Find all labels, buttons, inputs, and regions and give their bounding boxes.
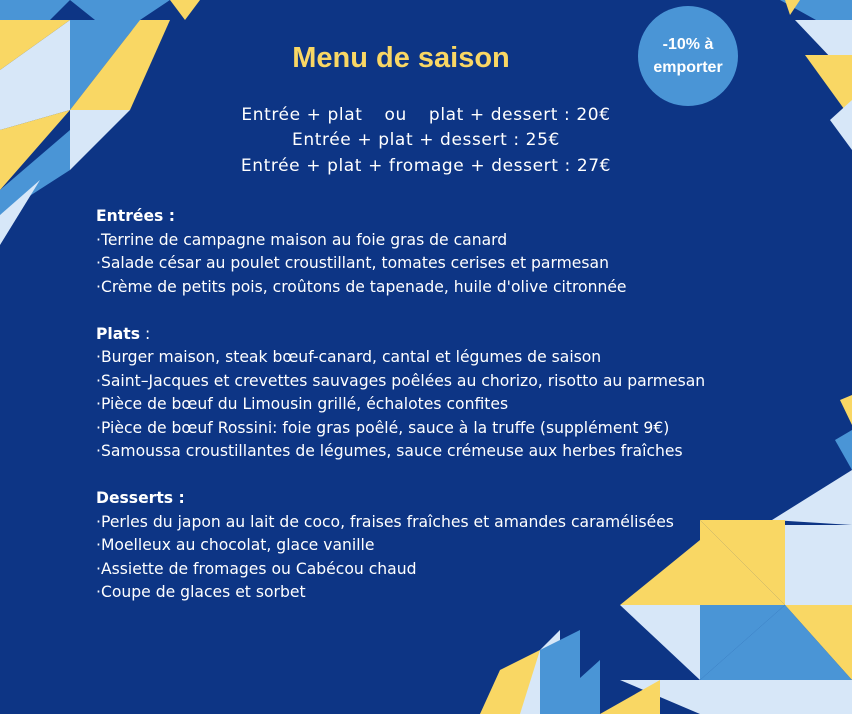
section-plats bbox=[96, 323, 786, 464]
menu-item: · Coupe de glaces et sorbet bbox=[96, 581, 786, 605]
menu-title: Menu de saison bbox=[292, 42, 510, 74]
section-heading-plats-colon: : bbox=[140, 324, 151, 343]
section-entrees bbox=[96, 205, 786, 299]
menu-item: · Pièce de bœuf du Limousin grillé, échalotes confites bbox=[96, 393, 786, 417]
price-line-3: Entrée + plat + fromage + dessert : 27€ bbox=[240, 156, 612, 176]
price-or: ou bbox=[384, 105, 407, 125]
section-desserts bbox=[96, 487, 786, 605]
price-formula-entree-plat: Entrée + plat bbox=[241, 105, 363, 125]
menu-item: · Salade césar au poulet croustillant, tomates cerises et parmesan bbox=[96, 252, 786, 276]
menu-content bbox=[96, 205, 786, 605]
menu-item: · Moelleux au chocolat, glace vanille bbox=[96, 534, 786, 558]
price-line-1 bbox=[0, 105, 852, 125]
menu-item: · Saint–Jacques et crevettes sauvages poêlées au chorizo, risotto au parmesan bbox=[96, 370, 786, 394]
price-formula-plat-dessert: plat + dessert : 20€ bbox=[428, 105, 611, 125]
section-heading-desserts: Desserts : bbox=[96, 489, 185, 507]
menu-item: · Samoussa croustillantes de légumes, sauce crémeuse aux herbes fraîches bbox=[96, 440, 786, 464]
price-line-2: Entrée + plat + dessert : 25€ bbox=[292, 130, 560, 150]
menu-item: · Pièce de bœuf Rossini: foie gras poêlé, sauce à la truffe (supplément 9€) bbox=[96, 417, 786, 441]
menu-item: · Perles du japon au lait de coco, fraises fraîches et amandes caramélisées bbox=[96, 511, 786, 535]
badge-line-2: emporter bbox=[653, 59, 723, 76]
menu-item: · Burger maison, steak bœuf-canard, cantal et légumes de saison bbox=[96, 346, 786, 370]
menu-item: · Crème de petits pois, croûtons de tapenade, huile d'olive citronnée bbox=[96, 276, 786, 300]
menu-item: · Assiette de fromages ou Cabécou chaud bbox=[96, 558, 786, 582]
section-heading-entrees: Entrées : bbox=[96, 207, 175, 225]
badge-line-1: -10% à bbox=[662, 36, 714, 53]
takeaway-discount-badge bbox=[638, 6, 738, 106]
section-heading-plats bbox=[96, 323, 786, 347]
menu-item: · Terrine de campagne maison au foie gras de canard bbox=[96, 229, 786, 253]
section-heading-plats-label: Plats bbox=[96, 324, 141, 343]
